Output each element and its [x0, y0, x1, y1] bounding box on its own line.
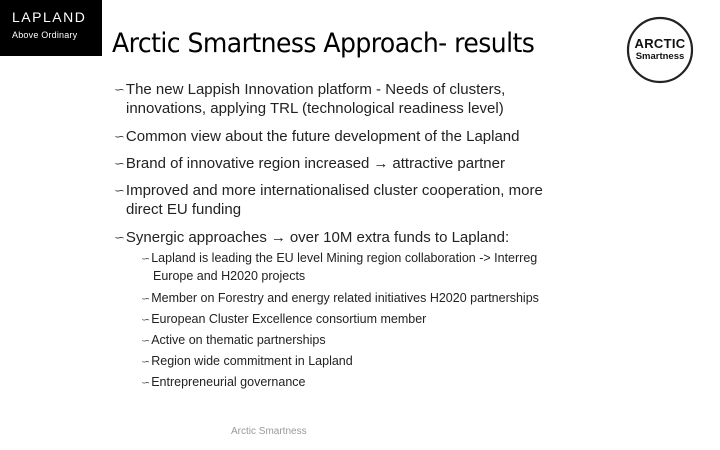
bullet-item: [114, 181, 543, 219]
bullet-item: [114, 154, 505, 173]
bullet-text: Brand of innovative region increased: [125, 155, 370, 172]
bullet-text-after-arrow: attractive partner: [392, 155, 505, 172]
sub-bullet-item: [141, 374, 306, 392]
bullet-text-continued: innovations, applying TRL (technological readiness level): [126, 100, 504, 117]
arctic-smartness-logo: [626, 16, 694, 84]
bullet-curl-icon: ∽: [114, 157, 125, 170]
sub-bullet-item: [141, 311, 426, 329]
bullet-curl-icon: ∽: [141, 336, 151, 346]
sub-bullet-text: Entrepreneurial governance: [151, 375, 306, 389]
bullet-text: Synergic approaches: [125, 229, 267, 246]
sub-bullet-text: European Cluster Excellence consortium member: [151, 312, 427, 326]
bullet-item: [114, 80, 505, 118]
sub-bullet-item: [141, 250, 537, 285]
bullet-curl-icon: ∽: [141, 315, 151, 325]
bullet-curl-icon: ∽: [114, 130, 125, 143]
bullet-curl-icon: ∽: [141, 357, 151, 367]
bullet-text-continued: direct EU funding: [126, 201, 242, 218]
lapland-logo-tagline: Above Ordinary: [12, 30, 78, 40]
bullet-curl-icon: ∽: [141, 378, 151, 388]
slide-footer: Arctic Smartness: [231, 426, 307, 437]
bullet-curl-icon: ∽: [114, 231, 125, 244]
sub-bullet-text: Member on Forestry and energy related initiatives H2020 partnerships: [151, 291, 539, 305]
lapland-logo: [0, 0, 102, 56]
sub-bullet-item: [141, 353, 353, 371]
arctic-logo-line2: Smartness: [635, 51, 685, 62]
bullet-item: [114, 127, 520, 146]
lapland-logo-name: LAPLAND: [12, 9, 87, 25]
sub-bullet-text: Active on thematic partnerships: [151, 333, 326, 347]
sub-bullet-text-continued: Europe and H2020 projects: [153, 269, 306, 283]
bullet-text: The new Lappish Innovation platform - Needs of clusters,: [125, 81, 506, 98]
sub-bullet-text: Region wide commitment in Lapland: [151, 354, 353, 368]
bullet-curl-icon: ∽: [114, 184, 125, 197]
bullet-text: Improved and more internationalised cluster cooperation, more: [125, 182, 543, 199]
bullet-text-after-arrow: over 10M extra funds to Lapland:: [289, 229, 510, 246]
sub-bullet-text: Lapland is leading the EU level Mining region collaboration -> Interreg: [151, 251, 538, 265]
slide-title: Arctic Smartness Approach- results: [112, 28, 535, 59]
right-arrow-icon: →: [373, 155, 389, 172]
arctic-logo-line1: ARCTIC: [634, 36, 686, 51]
right-arrow-icon: →: [270, 229, 286, 246]
bullet-curl-icon: ∽: [141, 254, 151, 264]
sub-bullet-item: [141, 332, 326, 350]
bullet-item: [114, 228, 509, 247]
bullet-curl-icon: ∽: [114, 83, 125, 96]
bullet-curl-icon: ∽: [141, 294, 151, 304]
bullet-text: Common view about the future development of the Lapland: [125, 128, 520, 145]
sub-bullet-item: [141, 290, 539, 308]
